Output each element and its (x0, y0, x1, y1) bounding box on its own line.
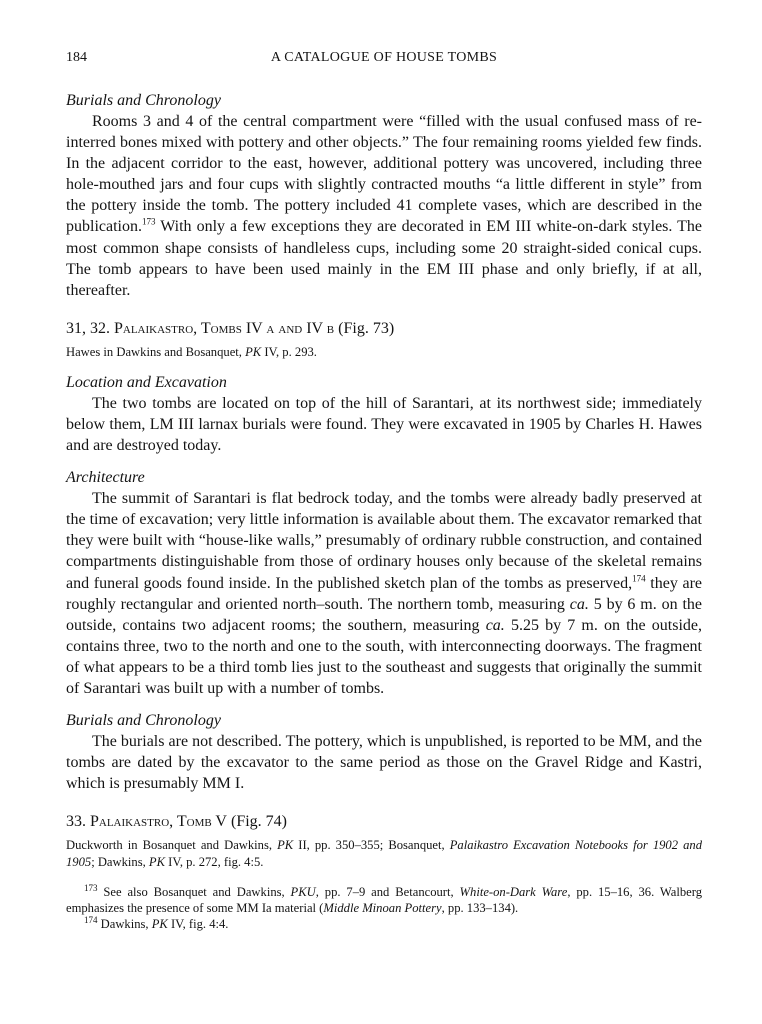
ref-text: II, pp. 350–355; Bosanquet, (293, 838, 450, 853)
paragraph-location: The two tombs are located on top of the hill of Sarantari, at its northwest side; immediately below them, LM III larnax burials were found. They were excavated in 1905 by Charles H. Hawes and are destroyed today. (66, 394, 702, 455)
ref-title: PK (148, 855, 165, 870)
abbrev-ca: ca. (569, 595, 589, 613)
paragraph-text: they are roughly rectangular and oriented north–south. The northern tomb, measuring (66, 574, 703, 613)
paragraph-architecture (66, 488, 702, 699)
footnote-text: See also Bosanquet and Dawkins, (97, 885, 291, 900)
footnote-title: PKU (290, 885, 316, 900)
ref-title: PK (277, 838, 294, 853)
subhead-burials-chronology-2: Burials and Chronology (66, 712, 221, 730)
ref-text: Hawes in Dawkins and Bosanquet, (66, 344, 246, 359)
running-head: A CATALOGUE OF HOUSE TOMBS (270, 50, 498, 65)
footnote-marker-173: 173 (141, 217, 156, 228)
entry-title: Palaikastro, Tombs IV a and IV b (114, 319, 335, 337)
page-header (66, 50, 702, 72)
ref-title: PK (245, 344, 262, 359)
paragraph-text: The summit of Sarantari is flat bedrock today, and the tombs were already badly preserved at the time of excavation; very little information is available about them. The excavator remarked that they were built with “house-like walls,” presumably of ordinary rubble construction, and contained compartments distinguishable from those of ordinary houses only because of the skeletal remains and funeral goods found inside. In the published sketch plan of the tombs as preserved, (66, 490, 702, 592)
footnote-173 (66, 884, 702, 916)
entry-number: 31, 32. (66, 319, 114, 337)
footnote-number: 173 (84, 883, 98, 894)
footnote-title: Middle Minoan Pottery (323, 901, 442, 916)
footnote-text: Dawkins, (97, 917, 152, 932)
page-number: 184 (66, 50, 87, 65)
entry-figure-ref: (Fig. 74) (227, 813, 287, 831)
footnotes (66, 884, 702, 932)
subhead-burials-chronology-1: Burials and Chronology (66, 92, 221, 109)
ref-text: ; Dawkins, (91, 855, 149, 870)
paragraph-text: Rooms 3 and 4 of the central compartment were “filled with the usual confused mass of re-interred bones mixed with pottery and other objects.” The four remaining rooms yielded few finds. In the adjacent corridor to the east, however, additional pottery was uncovered, including three hole-mouthed jars and four cups with slightly contracted mouths “a little different in style” from the pottery inside the tomb. The pottery included 41 complete vases, which are described in the publication. (66, 113, 702, 236)
paragraph-text: With only a few exceptions they are decorated in EM III white-on-dark styles. The most common shape consists of handleless cups, including some 20 straight-sided conical cups. The tomb appears to have been used mainly in the EM III phase and only briefly, if at all, thereafter. (66, 218, 702, 299)
ref-text: IV, p. 272, fig. 4:5. (165, 855, 264, 870)
footnote-title: PK (151, 917, 168, 932)
abbrev-ca: ca. (485, 616, 505, 634)
ref-text: IV, p. 293. (261, 344, 317, 359)
footnote-title: White-on-Dark Ware (459, 885, 568, 900)
entry-heading-31-32 (66, 318, 702, 339)
ref-text: Duckworth in Bosanquet and Dawkins, (66, 838, 278, 853)
footnote-text: , pp. 7–9 and Betancourt, (315, 885, 460, 900)
footnote-text: IV, fig. 4:4. (167, 917, 229, 932)
ref-title: Palaikastro Excavation Notebooks for 1902 and 1905 (66, 838, 702, 870)
footnote-text: , pp. 133–134). (441, 901, 519, 916)
paragraph-burials-1 (66, 111, 702, 301)
footnote-marker-174: 174 (632, 573, 646, 584)
entry-number: 33. (66, 813, 90, 831)
paragraph-text: 5.25 by 7 m. on the outside, contains three, two to the north and one to the south, with interconnecting doorways. The fragment of what appears to be a third tomb lies just to the southeast and suggests that originally the summit of Sarantari was built up with a number of tombs. (66, 616, 703, 697)
entry-bibliography-33 (66, 837, 702, 871)
entry-bibliography-31 (66, 344, 702, 361)
footnote-text: , pp. 15–16, 36. Walberg emphasizes the presence of some MM Ia material ( (66, 885, 703, 916)
paragraph-text: 5 by 6 m. on the outside, contains two adjacent rooms; the southern, measuring (66, 595, 702, 634)
entry-figure-ref: (Fig. 73) (334, 319, 395, 337)
entry-title: Palaikastro, Tomb V (90, 813, 227, 831)
page (66, 50, 702, 932)
paragraph-burials-2: The burials are not described. The pottery, which is unpublished, is reported to be MM, and the tombs are dated by the excavator to the same period as those on the Gravel Ridge and Kastri, which is presumably MM I. (66, 733, 702, 793)
footnote-number: 174 (84, 915, 98, 926)
subhead-architecture: Architecture (66, 469, 145, 487)
subhead-location-excavation: Location and Excavation (66, 373, 227, 391)
footnote-174 (66, 916, 702, 932)
entry-heading-33 (66, 811, 702, 832)
